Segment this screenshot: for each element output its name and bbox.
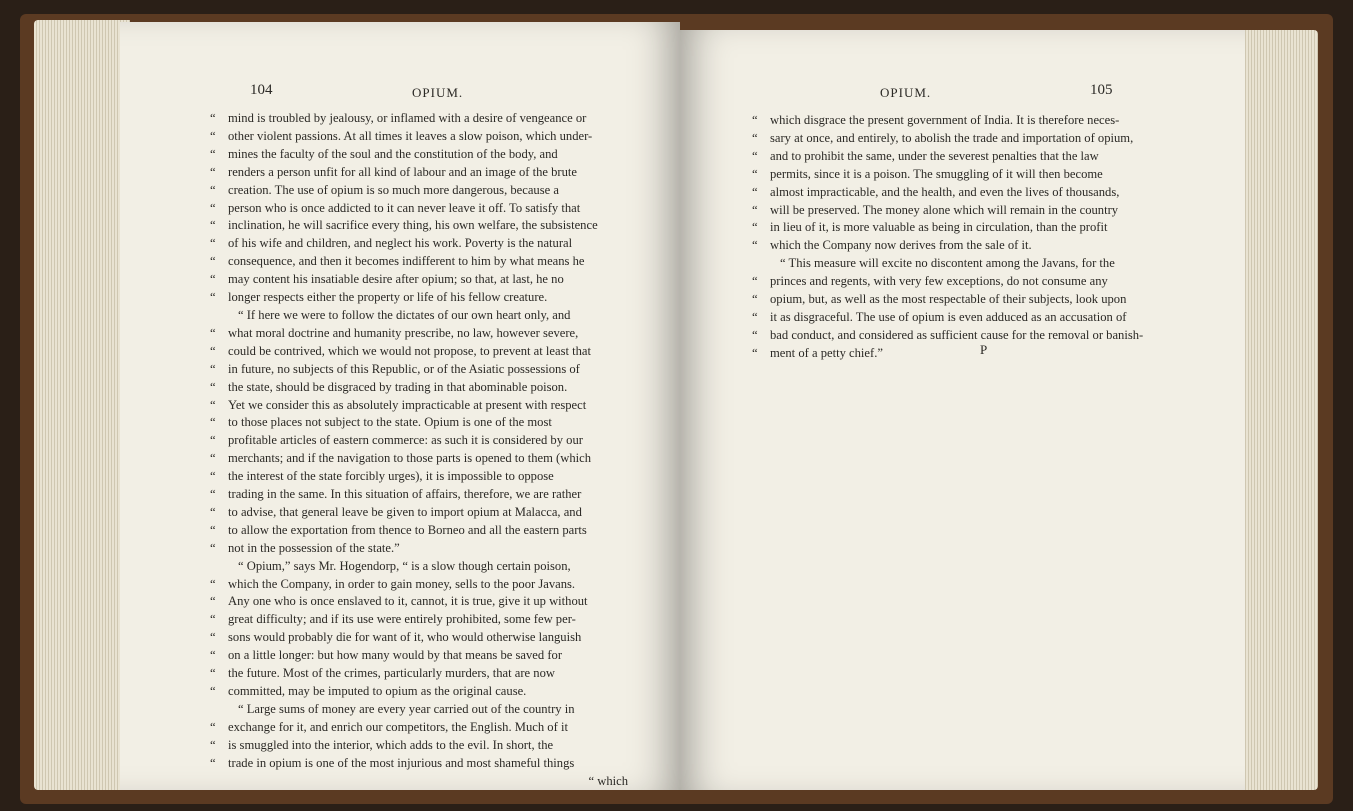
page-edges-left	[34, 20, 130, 790]
text-line	[210, 325, 628, 343]
quote-mark: “	[752, 238, 758, 253]
quote-mark: “	[210, 111, 216, 125]
line-text: which the Company, in order to gain money, sells to the poor Javans.	[228, 576, 576, 591]
quote-mark: “	[210, 648, 216, 663]
quote-mark: “	[210, 666, 216, 681]
text-line	[210, 397, 628, 415]
quote-mark: “	[752, 202, 758, 217]
text-line	[210, 307, 628, 325]
quote-mark: “	[210, 451, 216, 466]
line-text: “ This measure will excite no discontent among the Javans, for the	[780, 256, 1115, 271]
text-line	[210, 432, 628, 450]
quote-mark: “	[210, 182, 216, 197]
text-line	[210, 379, 628, 397]
text-line	[752, 309, 1172, 327]
quote-mark: “	[210, 469, 216, 484]
text-line	[210, 576, 628, 594]
quote-mark: “	[210, 325, 216, 340]
text-line	[210, 522, 628, 540]
line-text: the interest of the state forcibly urges), it is impossible to oppose	[228, 469, 554, 484]
text-line	[210, 110, 628, 128]
line-text: Yet we consider this as absolutely impracticable at present with respect	[228, 397, 587, 412]
line-text: may content his insatiable desire after opium; so that, at last, he no	[228, 272, 564, 287]
line-text: bad conduct, and considered as sufficient cause for the removal or banish-	[770, 327, 1144, 342]
running-head-left: OPIUM.	[412, 85, 464, 100]
quote-mark: “	[752, 309, 758, 324]
quote-mark: “	[210, 361, 216, 376]
text-line	[752, 291, 1172, 309]
text-line	[210, 146, 628, 164]
text-line	[210, 504, 628, 522]
line-text: exchange for it, and enrich our competitors, the English. Much of it	[228, 719, 568, 734]
line-text: consequence, and then it becomes indifferent to him by what means he	[228, 254, 585, 269]
text-line	[210, 128, 628, 146]
text-line	[210, 271, 628, 289]
quote-mark: “	[210, 594, 216, 609]
page-edges-right	[1240, 30, 1318, 790]
text-line	[210, 164, 628, 182]
line-text: other violent passions. At all times it leaves a slow poison, which under-	[228, 128, 593, 143]
text-line	[752, 130, 1172, 148]
line-text: trading in the same. In this situation of affairs, therefore, we are rather	[228, 487, 582, 502]
right-page	[680, 30, 1245, 790]
line-text: almost impracticable, and the health, and even the lives of thousands,	[770, 184, 1120, 199]
line-text: mind is troubled by jealousy, or inflamed with a desire of vengeance or	[228, 111, 587, 125]
line-text: to advise, that general leave be given to import opium at Malacca, and	[228, 504, 582, 519]
quote-mark: “	[752, 274, 758, 289]
line-text: the future. Most of the crimes, particularly murders, that are now	[228, 666, 555, 681]
text-line	[210, 665, 628, 683]
text-line	[210, 182, 628, 200]
text-line	[210, 343, 628, 361]
line-text: on a little longer: but how many would by that means be saved for	[228, 648, 563, 663]
quote-mark: “	[210, 522, 216, 537]
text-line	[210, 593, 628, 611]
line-text: longer respects either the property or life of his fellow creature.	[228, 290, 548, 305]
line-text: “ Opium,” says Mr. Hogendorp, “ is a slow though certain poison,	[238, 558, 571, 573]
text-line	[210, 253, 628, 271]
text-line	[210, 611, 628, 629]
line-text: not in the possession of the state.”	[228, 540, 400, 555]
line-text: creation. The use of opium is so much more dangerous, because a	[228, 182, 559, 197]
page-number-left: 104	[250, 82, 273, 98]
line-text: inclination, he will sacrifice every thing, his own welfare, the subsistence	[228, 218, 598, 233]
line-text: trade in opium is one of the most injurious and most shameful things	[228, 755, 575, 770]
line-text: permits, since it is a poison. The smuggling of it will then become	[770, 166, 1103, 181]
quote-mark: “	[210, 719, 216, 734]
text-line	[752, 273, 1172, 291]
quote-mark: “	[752, 113, 758, 127]
right-body-text	[752, 112, 1172, 363]
quote-mark: “	[752, 166, 758, 181]
quote-mark: “	[210, 487, 216, 502]
quote-mark: “	[210, 290, 216, 305]
text-line	[210, 755, 628, 773]
text-line	[210, 719, 628, 737]
quote-mark: “	[752, 130, 758, 145]
catchword: “ which	[588, 773, 628, 788]
quote-mark: “	[752, 220, 758, 235]
line-text: to allow the exportation from thence to Borneo and all the eastern parts	[228, 522, 587, 537]
text-line	[210, 414, 628, 432]
line-text: sons would probably die for want of it, who would otherwise languish	[228, 630, 582, 645]
text-line	[210, 558, 628, 576]
quote-mark: “	[752, 184, 758, 199]
line-text: opium, but, as well as the most respectable of their subjects, look upon	[770, 292, 1127, 307]
text-line	[210, 737, 628, 755]
text-line	[752, 148, 1172, 166]
text-line	[752, 327, 1172, 345]
quote-mark: “	[210, 576, 216, 591]
line-text: of his wife and children, and neglect his work. Poverty is the natural	[228, 236, 573, 251]
line-text: in lieu of it, is more valuable as being in circulation, than the profit	[770, 220, 1108, 235]
quote-mark: “	[210, 164, 216, 179]
quote-mark: “	[210, 684, 216, 698]
text-line	[210, 629, 628, 647]
quote-mark: “	[210, 737, 216, 752]
text-line	[752, 255, 1172, 273]
quote-mark: “	[210, 272, 216, 287]
line-text: mines the faculty of the soul and the constitution of the body, and	[228, 146, 558, 161]
quote-mark: “	[210, 612, 216, 627]
text-line	[752, 345, 1172, 363]
line-text: could be contrived, which we would not propose, to prevent at least that	[228, 343, 592, 358]
text-line	[752, 112, 1172, 130]
line-text: merchants; and if the navigation to those parts is opened to them (which	[228, 451, 592, 466]
text-line	[210, 647, 628, 665]
quote-mark: “	[210, 433, 216, 448]
line-text: sary at once, and entirely, to abolish the trade and importation of opium,	[770, 130, 1134, 145]
text-line	[210, 468, 628, 486]
line-text: great difficulty; and if its use were entirely prohibited, some few per-	[228, 612, 576, 627]
quote-mark: “	[210, 146, 216, 161]
quote-mark: “	[210, 755, 216, 770]
quote-mark: “	[210, 128, 216, 143]
text-line	[752, 219, 1172, 237]
line-text: profitable articles of eastern commerce: as such it is considered by our	[228, 433, 583, 448]
line-text: what moral doctrine and humanity prescribe, no law, however severe,	[228, 325, 579, 340]
left-body-text	[210, 110, 628, 790]
quote-mark: “	[210, 200, 216, 215]
text-line	[210, 683, 628, 701]
quote-mark: “	[210, 630, 216, 645]
left-page	[120, 22, 680, 790]
quote-mark: “	[210, 343, 216, 358]
quote-mark: “	[752, 327, 758, 342]
line-text: in future, no subjects of this Republic, or of the Asiatic possessions of	[228, 361, 580, 376]
line-text: ment of a petty chief.”	[770, 345, 883, 360]
line-text: is smuggled into the interior, which adds to the evil. In short, the	[228, 737, 554, 752]
quote-mark: “	[752, 345, 758, 360]
text-line	[210, 235, 628, 253]
line-text: “ If here we were to follow the dictates of our own heart only, and	[238, 307, 571, 322]
signature-mark: P	[980, 342, 988, 357]
running-head-right: OPIUM.	[880, 85, 932, 100]
line-text: and to prohibit the same, under the severest penalties that the law	[770, 148, 1099, 163]
line-text: to those places not subject to the state. Opium is one of the most	[228, 415, 552, 430]
text-line	[210, 217, 628, 235]
line-text: renders a person unfit for all kind of labour and an image of the brute	[228, 164, 578, 179]
quote-mark: “	[210, 218, 216, 233]
text-line	[210, 450, 628, 468]
text-line	[752, 184, 1172, 202]
quote-mark: “	[210, 397, 216, 412]
text-line	[752, 237, 1172, 255]
text-line	[210, 200, 628, 218]
line-text: Any one who is once enslaved to it, cannot, it is true, give it up without	[228, 594, 588, 609]
quote-mark: “	[210, 504, 216, 519]
line-text: which the Company now derives from the sale of it.	[770, 238, 1032, 253]
quote-mark: “	[752, 148, 758, 163]
quote-mark: “	[210, 415, 216, 430]
line-text: committed, may be imputed to opium as the original cause.	[228, 684, 527, 698]
line-text: princes and regents, with very few exceptions, do not consume any	[770, 274, 1108, 289]
text-line	[752, 202, 1172, 220]
text-line	[210, 701, 628, 719]
quote-mark: “	[210, 236, 216, 251]
line-text: it as disgraceful. The use of opium is even adduced as an accusation of	[770, 309, 1127, 324]
quote-mark: “	[752, 292, 758, 307]
text-line	[210, 289, 628, 307]
line-text: person who is once addicted to it can never leave it off. To satisfy that	[228, 200, 581, 215]
line-text: which disgrace the present government of India. It is therefore neces-	[770, 113, 1120, 127]
quote-mark: “	[210, 254, 216, 269]
quote-mark: “	[210, 379, 216, 394]
text-line	[752, 166, 1172, 184]
line-text: “ Large sums of money are every year carried out of the country in	[238, 701, 575, 716]
line-text: will be preserved. The money alone which will remain in the country	[770, 202, 1119, 217]
text-line	[210, 540, 628, 558]
text-line	[210, 361, 628, 379]
quote-mark: “	[210, 540, 216, 555]
line-text: the state, should be disgraced by trading in that abominable poison.	[228, 379, 568, 394]
text-line	[210, 486, 628, 504]
page-number-right: 105	[1090, 82, 1113, 98]
